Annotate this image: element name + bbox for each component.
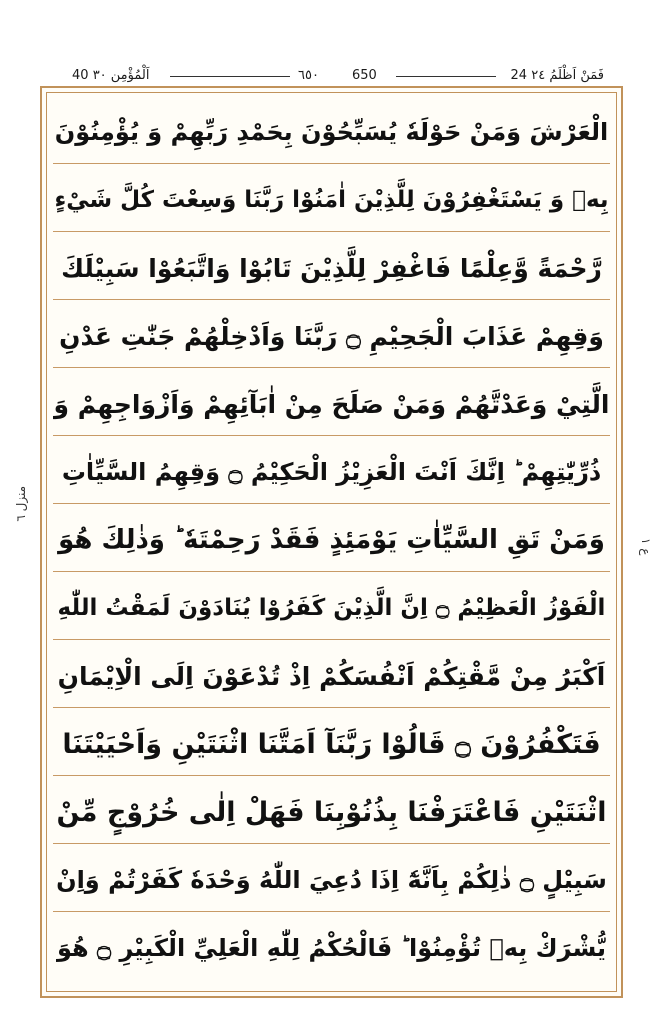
page-frame	[40, 86, 623, 998]
ruku-marker: ع ١	[639, 538, 653, 556]
verse-line: الْفَوْزُ الْعَظِيْمُ ۝ اِنَّ الَّذِيْنَ كَفَرُوْا يُنَادَوْنَ لَمَقْتُ اللّٰهِ	[53, 577, 610, 640]
verse-line: سَبِيْلٍ ۝ ذٰلِكُمْ بِاَنَّهٗٓ اِذَا دُعِيَ اللّٰهُ وَحْدَهٗ كَفَرْتُمْ وَاِنْ	[53, 849, 610, 912]
verse-line: وَمَنْ تَقِ السَّيِّاٰتِ يَوْمَئِذٍ فَقَدْ رَحِمْتَهٗ ؕ وَذٰلِكَ هُوَ	[53, 509, 610, 572]
page-header	[58, 66, 614, 88]
juz-header-right: 24 فَمَنْ اَظْلَمُ ٢٤	[510, 68, 604, 83]
surah-header-left: 40 اَلْمُؤْمِن ٣٠	[72, 68, 150, 83]
verse-line: رَّحْمَةً وَّعِلْمًا فَاغْفِرْ لِلَّذِيْنَ تَابُوْا وَاتَّبَعُوْا سَبِيْلَكَ	[53, 237, 610, 300]
verse-line: فَتَكْفُرُوْنَ ۝ قَالُوْا رَبَّنَآ اَمَتَّنَا اثْنَتَيْنِ وَاَحْيَيْتَنَا	[53, 713, 610, 776]
verse-line: اثْنَتَيْنِ فَاعْتَرَفْنَا بِذُنُوْبِنَا فَهَلْ اِلٰى خُرُوْجٍ مِّنْ	[53, 781, 610, 844]
verse-line: الْعَرْشَ وَمَنْ حَوْلَهٗ يُسَبِّحُوْنَ بِحَمْدِ رَبِّهِمْ وَ يُؤْمِنُوْنَ	[53, 101, 610, 164]
header-rule-left	[170, 76, 290, 77]
page-number: 650	[352, 68, 377, 83]
verse-line: اَكْبَرُ مِنْ مَّقْتِكُمْ اَنْفُسَكُمْ اِذْ تُدْعَوْنَ اِلَى الْاِيْمَانِ	[53, 645, 610, 708]
verse-line: وَقِهِمْ عَذَابَ الْجَحِيْمِ ۝ رَبَّنَا وَاَدْخِلْهُمْ جَنّٰتِ عَدْنِ	[53, 305, 610, 368]
header-rule-right	[396, 76, 496, 77]
verse-line: الَّتِيْ وَعَدْتَّهُمْ وَمَنْ صَلَحَ مِنْ اٰبَآئِهِمْ وَاَزْوَاجِهِمْ وَ	[53, 373, 610, 436]
manzil-marker: منزل ٦	[14, 486, 28, 522]
verse-line: ذُرِّيّٰتِهِمْ ؕ اِنَّكَ اَنْتَ الْعَزِيْزُ الْحَكِيْمُ ۝ وَقِهِمُ السَّيِّاٰتِ	[53, 441, 610, 504]
page-number-arabic: ٦٥٠	[298, 68, 319, 83]
verse-line: يُّشْرَكْ بِهٖ تُؤْمِنُوْا ؕ فَالْحُكْمُ لِلّٰهِ الْعَلِيِّ الْكَبِيْرِ ۝ هُوَ	[56, 934, 607, 962]
text-area	[46, 92, 617, 992]
verse-line: بِهٖ وَ يَسْتَغْفِرُوْنَ لِلَّذِيْنَ اٰمَنُوْا رَبَّنَا وَسِعْتَ كُلَّ شَيْءٍ	[53, 169, 610, 232]
